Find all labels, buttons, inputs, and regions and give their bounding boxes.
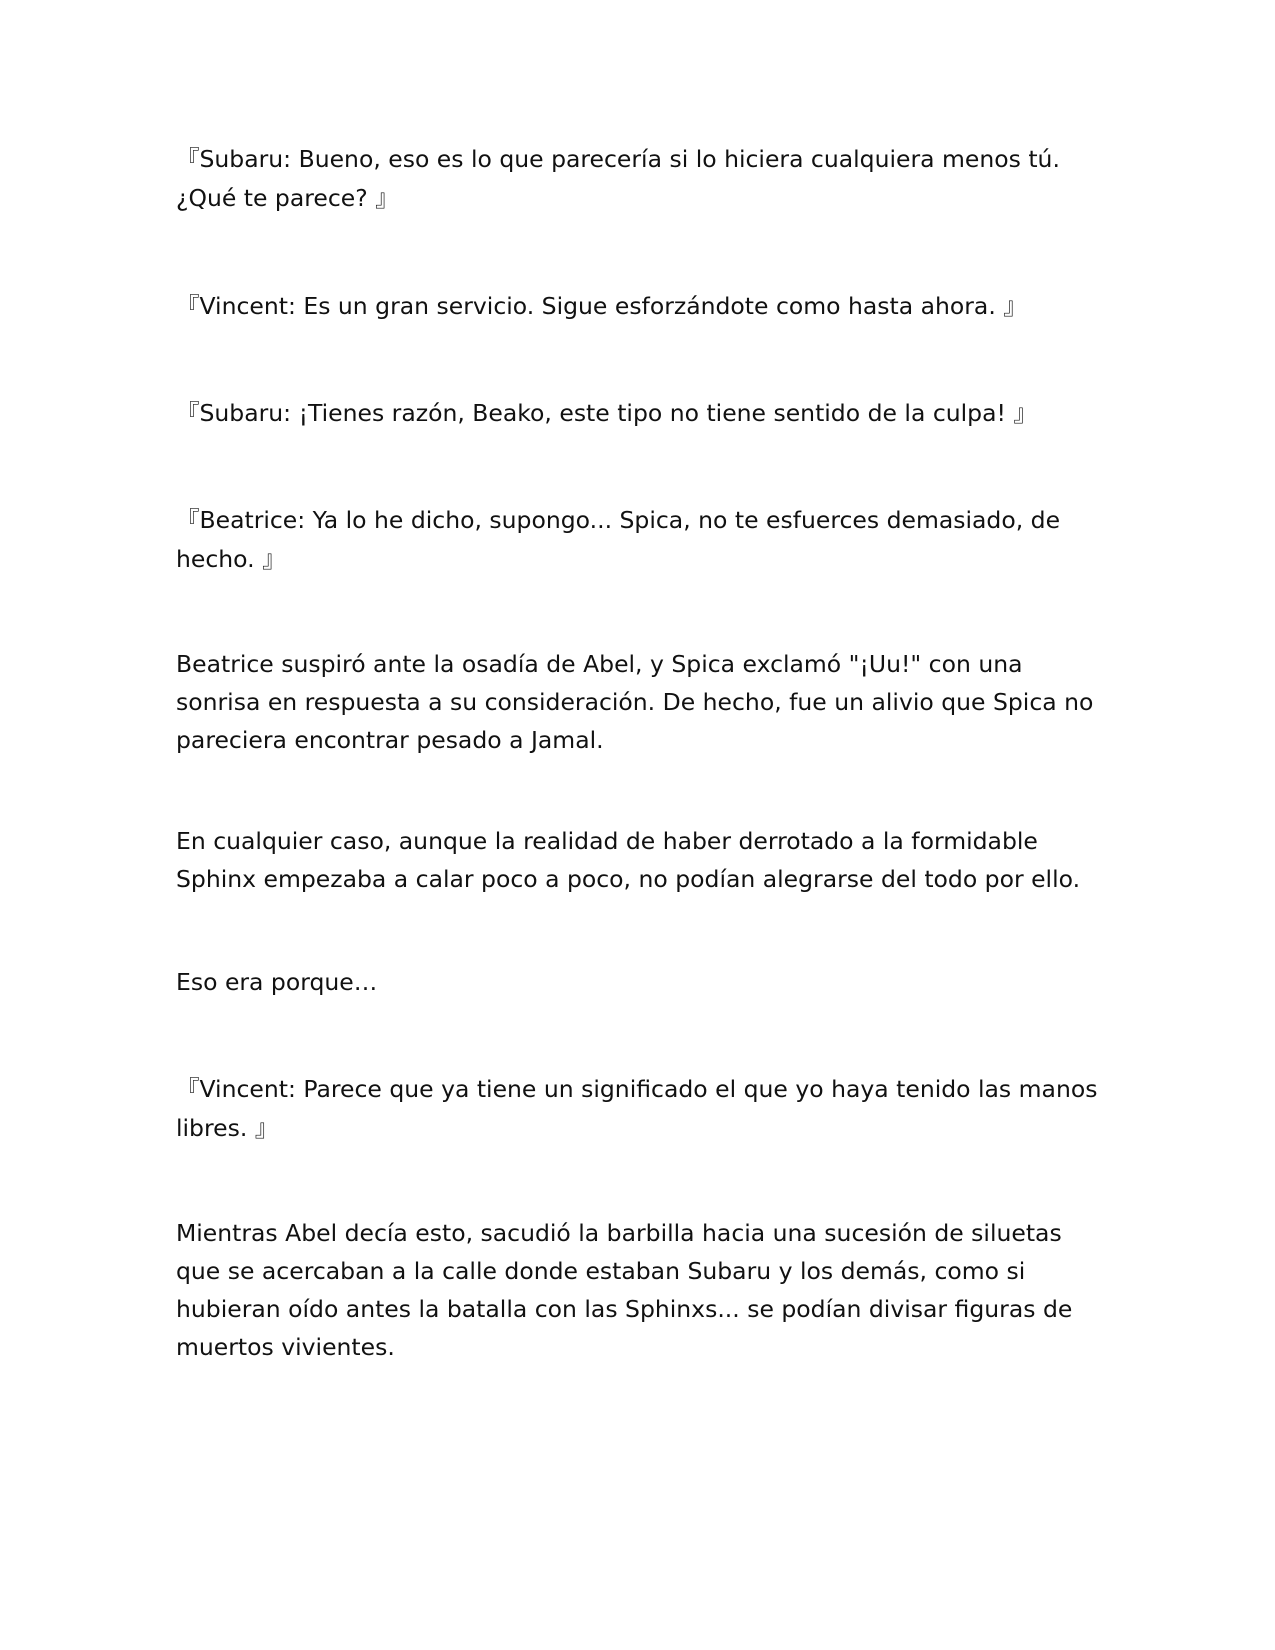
narrative-paragraph-3: Eso era porque…: [176, 968, 378, 996]
narrative-paragraph-1: Beatrice suspiró ante la osadía de Abel, y Spica exclamó "¡Uu!" con una sonrisa en respuesta a su consideración. De hecho, fue un alivio que Spica no pareciera encontrar pesado a Jamal.: [176, 650, 1094, 754]
dialogue-beatrice-1: 『Beatrice: Ya lo he dicho, supongo... Spica, no te esfuerces demasiado, de hecho. 』: [176, 506, 1061, 573]
dialogue-vincent-1: 『Vincent: Es un gran servicio. Sigue esforzándote como hasta ahora. 』: [176, 292, 1027, 320]
narrative-paragraph-4: Mientras Abel decía esto, sacudió la barbilla hacia una sucesión de siluetas que se acercaban a la calle donde estaban Subaru y los demás, como si hubieran oído antes la batalla con las Sphinxs... se podían divisar figuras de muertos vivientes.: [176, 1219, 1073, 1361]
narrative-paragraph-2: En cualquier caso, aunque la realidad de haber derrotado a la formidable Sphinx empezaba a calar poco a poco, no podían alegrarse del todo por ello.: [176, 827, 1081, 893]
dialogue-subaru-1: 『Subaru: Bueno, eso es lo que parecería si lo hiciera cualquiera menos tú. ¿Qué te parece? 』: [176, 145, 1060, 212]
dialogue-subaru-2: 『Subaru: ¡Tienes razón, Beako, este tipo no tiene sentido de la culpa! 』: [176, 399, 1037, 427]
dialogue-vincent-2: 『Vincent: Parece que ya tiene un significado el que yo haya tenido las manos libres. 』: [176, 1075, 1098, 1142]
